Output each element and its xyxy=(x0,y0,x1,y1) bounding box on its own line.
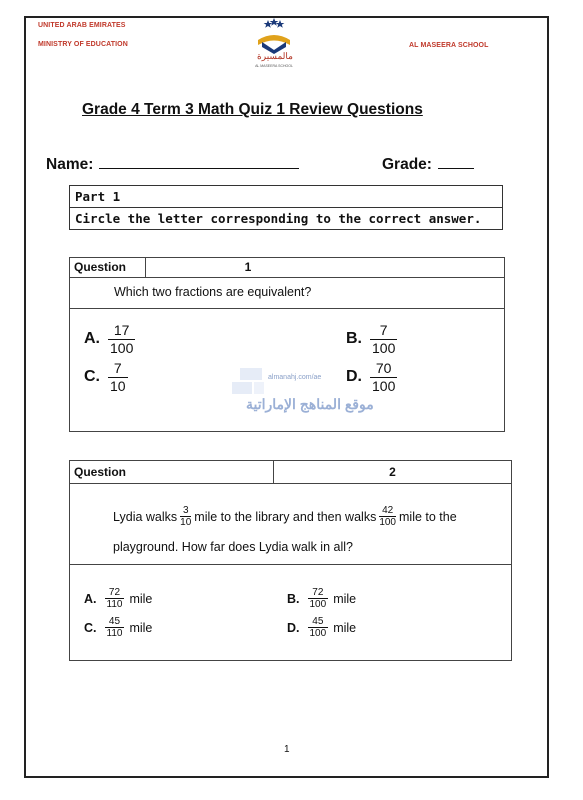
fraction-denominator: 10 xyxy=(110,378,126,394)
fraction-numerator: 45 xyxy=(108,616,121,627)
fraction-numerator: 70 xyxy=(375,360,392,376)
q2-option-c-letter: C. xyxy=(84,621,97,635)
fraction-numerator: 3 xyxy=(182,505,189,516)
q1-option-d-letter: D. xyxy=(346,368,362,385)
q1-option-a-fraction xyxy=(108,323,135,355)
q1-option-b-letter: B. xyxy=(346,330,362,347)
q1-option-b-fraction xyxy=(370,323,397,355)
fraction-denominator: 100 xyxy=(309,628,327,639)
logo-arabic-text: مالمسيرة xyxy=(257,52,293,62)
question-2-text-line1 xyxy=(113,506,457,528)
name-blank[interactable] xyxy=(99,155,299,169)
name-field[interactable] xyxy=(46,155,299,174)
question-1-header xyxy=(70,258,504,278)
watermark-arabic: موقع المناهج الإماراتية xyxy=(246,396,374,412)
page-number: 1 xyxy=(284,744,290,755)
watermark-url: almanahj.com/ae xyxy=(268,374,322,381)
question-1-label: Question xyxy=(70,258,146,277)
q2-option-d[interactable] xyxy=(287,617,356,639)
q1-option-a-letter: A. xyxy=(84,330,100,347)
fraction-numerator: 72 xyxy=(312,587,324,598)
country-label: UNITED ARAB EMIRATES xyxy=(38,22,126,29)
q1-option-a[interactable] xyxy=(84,323,135,355)
q2-option-d-unit: mile xyxy=(333,621,357,635)
question-2-label: Question xyxy=(70,461,274,483)
ministry-label: MINISTRY OF EDUCATION xyxy=(38,41,128,48)
part-label: Part 1 xyxy=(75,189,121,204)
grade-label: Grade: xyxy=(382,156,432,173)
q2-fraction-2 xyxy=(379,506,396,528)
q2-option-b-unit: mile xyxy=(333,592,357,606)
fraction-denominator: 100 xyxy=(379,517,396,528)
fraction-denominator: 100 xyxy=(372,378,396,394)
q2-option-d-letter: D. xyxy=(287,621,300,635)
q2-option-a-unit: mile xyxy=(129,592,153,606)
logo-sub-text: AL MASEERA SCHOOL xyxy=(255,64,293,68)
name-label: Name: xyxy=(46,156,94,173)
fraction-denominator: 100 xyxy=(309,599,327,610)
question-2-body xyxy=(70,484,511,565)
q2-option-b[interactable] xyxy=(287,588,356,610)
part-header-box xyxy=(69,185,503,230)
grade-field[interactable] xyxy=(382,155,474,174)
question-1-number: 1 xyxy=(244,260,252,274)
q2-text-part: Lydia walks xyxy=(113,510,178,524)
q2-text-part: mile to the xyxy=(399,510,457,524)
q2-option-b-fraction xyxy=(308,588,329,610)
fraction-denominator: 10 xyxy=(180,517,192,528)
grade-blank[interactable] xyxy=(438,155,474,169)
fraction-denominator: 110 xyxy=(106,628,123,639)
fraction-numerator: 17 xyxy=(113,322,130,338)
q2-option-c[interactable] xyxy=(84,617,152,639)
fraction-numerator: 42 xyxy=(382,505,394,516)
fraction-numerator: 72 xyxy=(108,587,121,598)
fraction-denominator: 110 xyxy=(106,599,123,610)
part-instruction: Circle the letter corresponding to the correct answer. xyxy=(70,207,502,229)
q2-option-c-unit: mile xyxy=(129,621,153,635)
q2-option-d-fraction xyxy=(308,617,329,639)
question-2-text-line2: playground. How far does Lydia walk in all? xyxy=(113,540,353,554)
q2-option-a-fraction xyxy=(105,588,125,610)
q1-option-c-letter: C. xyxy=(84,368,100,385)
question-2-number: 2 xyxy=(389,465,396,479)
q2-option-a[interactable] xyxy=(84,588,152,610)
page-title: Grade 4 Term 3 Math Quiz 1 Review Questions xyxy=(82,101,423,118)
fraction-denominator: 100 xyxy=(110,340,134,356)
q2-option-c-fraction xyxy=(105,617,125,639)
q2-option-a-letter: A. xyxy=(84,592,97,606)
fraction-denominator: 100 xyxy=(372,340,396,356)
q1-option-d-fraction xyxy=(370,361,397,393)
school-label: AL MASEERA SCHOOL xyxy=(409,42,489,49)
fraction-numerator: 45 xyxy=(312,616,324,627)
q1-option-c-fraction xyxy=(108,361,128,393)
school-logo xyxy=(248,18,300,68)
fraction-numerator: 7 xyxy=(113,360,122,376)
q2-fraction-1 xyxy=(180,506,191,528)
question-2-header xyxy=(70,461,511,484)
question-1-text: Which two fractions are equivalent? xyxy=(70,278,504,309)
q1-option-c[interactable] xyxy=(84,361,128,393)
fraction-numerator: 7 xyxy=(379,322,388,338)
q2-text-part: mile to the library and then walks xyxy=(194,510,377,524)
q2-option-b-letter: B. xyxy=(287,592,300,606)
q1-option-b[interactable] xyxy=(346,323,397,355)
